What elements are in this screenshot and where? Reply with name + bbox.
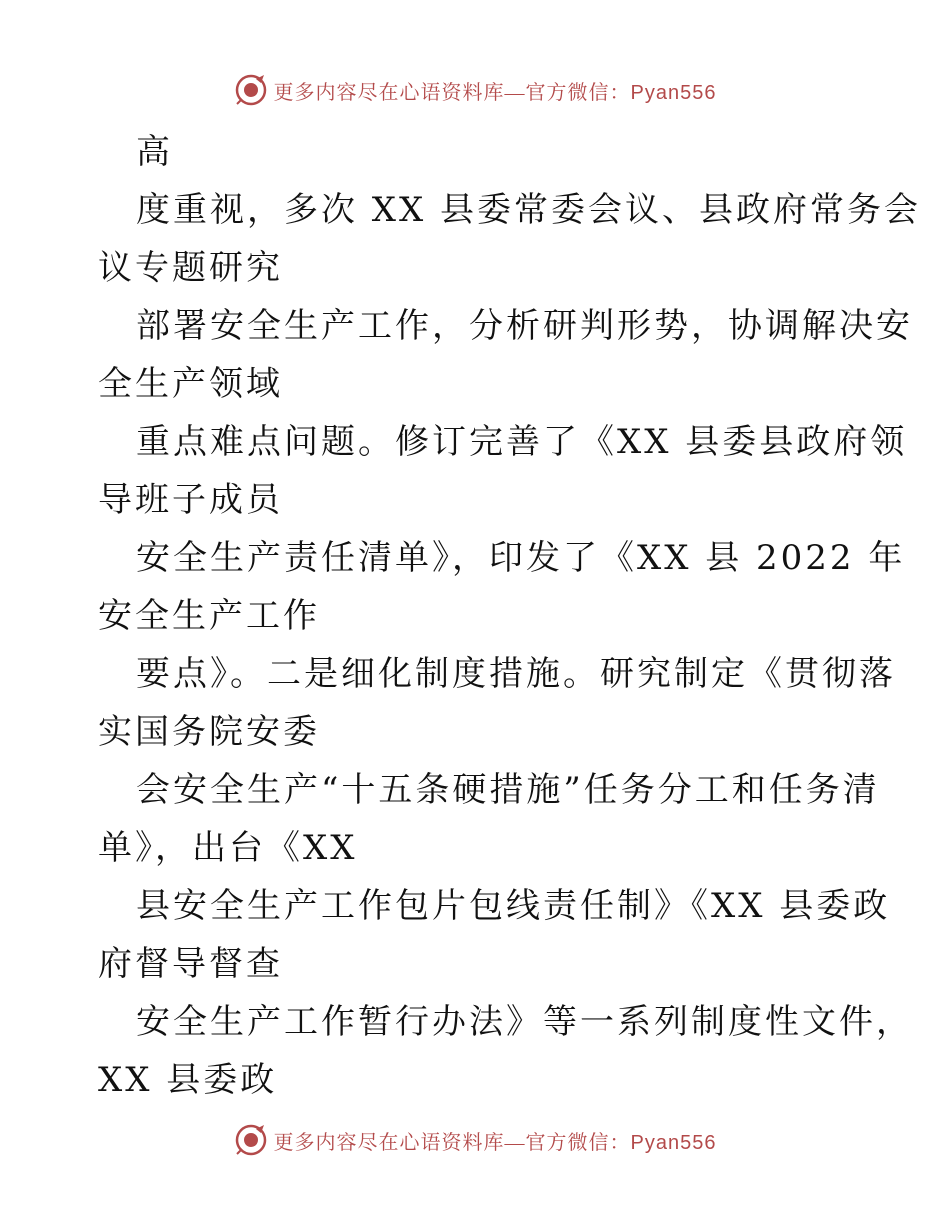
text-line: XX 县委政 [98, 1060, 278, 1100]
text-line: 实国务院安委 [98, 712, 320, 752]
header-banner [0, 70, 950, 110]
text-line: 县安全生产工作包片包线责任制》《XX 县委政 [136, 886, 891, 926]
text-line: 重点难点问题。修订完善了《XX 县委县政府领 [136, 422, 908, 462]
text-line: 要点》。二是细化制度措施。研究制定《贯彻落 [136, 654, 896, 694]
text-line: 导班子成员 [98, 480, 283, 520]
text-line: 议专题研究 [98, 248, 283, 288]
banner-wechat-id: Pyan556 [630, 81, 717, 104]
text-line: 高 [136, 132, 173, 172]
banner-text [274, 76, 717, 105]
text-line: 安全生产责任清单》，印发了《XX 县 2022 年 [136, 538, 906, 578]
banner-slogan: 更多内容尽在心语资料库—官方微信： [273, 1131, 631, 1154]
text-line: 度重视，多次 XX 县委常委会议、县政府常务会 [136, 190, 922, 230]
text-line: 部署安全生产工作，分析研判形势，协调解决安 [136, 306, 913, 346]
logo-icon [234, 73, 268, 107]
text-line: 单》，出台《XX [98, 828, 358, 868]
banner-text [274, 1126, 717, 1155]
text-line: 安全生产工作 [98, 596, 320, 636]
text-line: 安全生产工作暂行办法》等一系列制度性文件， [136, 1002, 913, 1042]
text-line: 会安全生产“十五条硬措施”任务分工和任务清 [136, 770, 880, 810]
logo-icon [234, 1123, 268, 1157]
banner-slogan: 更多内容尽在心语资料库—官方微信： [273, 81, 631, 104]
banner-wechat-id: Pyan556 [630, 1131, 717, 1154]
text-line: 府督导督查 [98, 944, 283, 984]
document-body [98, 123, 922, 1109]
text-line: 全生产领域 [98, 364, 283, 404]
footer-banner [0, 1120, 950, 1160]
